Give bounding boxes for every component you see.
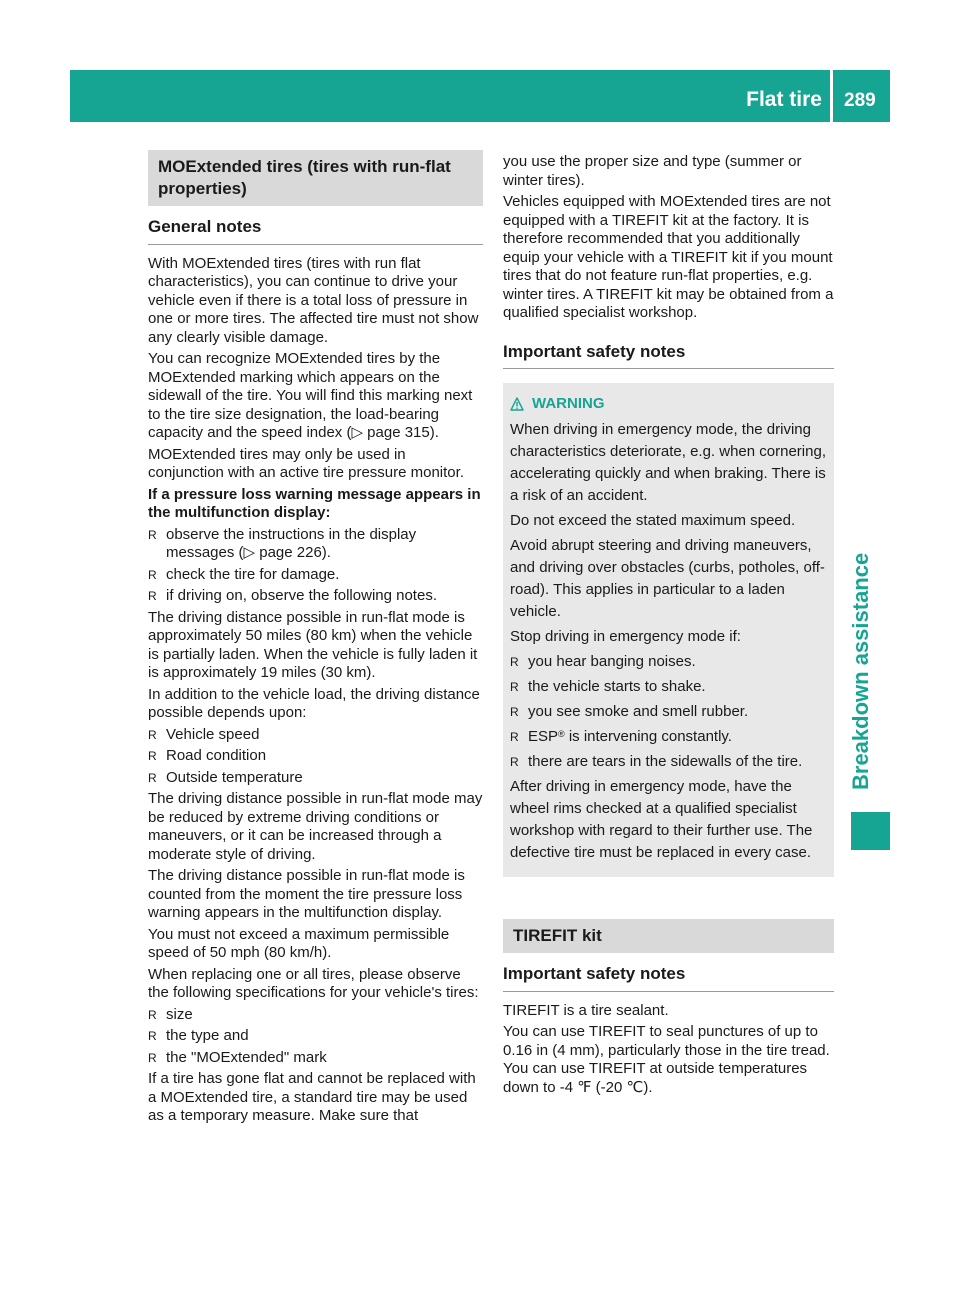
warning-triangle-icon — [510, 397, 524, 411]
list-item-text: the "MOExtended" mark — [166, 1048, 327, 1066]
bold-paragraph: If a pressure loss warning message appears in the multifunction display: — [148, 485, 481, 521]
bullet-r-icon: R — [148, 589, 157, 603]
paragraph: Vehicles equipped with MOExtended tires are not equipped with a TIREFIT kit at the factory. It is therefore recommended that you additionally equip your vehicle with a TIREFIT kit if you mount tires that do not feature run-flat properties, e.g. winter tires. A TIREFIT kit may be obtained from a qualified specialist workshop. — [503, 193, 834, 321]
list-item-text: if driving on, observe the following notes. — [166, 587, 437, 604]
side-tab-label: Breakdown assistance — [848, 552, 873, 790]
page-number: 289 — [844, 90, 876, 111]
right-column — [503, 153, 834, 1100]
list-item — [148, 587, 483, 606]
list-item — [148, 526, 483, 563]
section-heading-tirefit: TIREFIT kit — [503, 919, 834, 953]
warning-title: WARNING — [532, 395, 605, 412]
registered-mark: ® — [558, 729, 565, 739]
list-item — [148, 769, 483, 788]
list-item — [148, 566, 483, 585]
list-item-text: you hear banging noises. — [528, 653, 696, 670]
subheading-important-safety-notes-2: Important safety notes — [503, 965, 834, 992]
paragraph: With MOExtended tires (tires with run flat characteristics), you can continue to drive your vehicle even if there is a total loss of pressure in one or more tires. The affected tire must not show any clearly visible damage. — [148, 254, 479, 346]
paragraph: The driving distance possible in run-flat mode is counted from the moment the tire pressure loss warning appears in the multifunction display. — [148, 867, 465, 921]
side-tab-block — [851, 812, 890, 850]
bullet-r-icon: R — [510, 655, 519, 669]
list-item-text: size — [166, 1005, 193, 1023]
bullet-r-icon: R — [148, 1007, 157, 1022]
paragraph: In addition to the vehicle load, the driving distance possible depends upon: — [148, 685, 480, 721]
bullet-list — [148, 526, 483, 606]
esp-rest: is intervening constantly. — [564, 728, 732, 745]
paragraph: If a tire has gone flat and cannot be replaced with a MOExtended tire, a standard tire may be used as a temporary measure. Make sure that — [148, 1070, 476, 1124]
paragraph: you use the proper size and type (summer or winter tires). — [503, 153, 802, 189]
list-item — [510, 751, 828, 773]
bullet-r-icon: R — [148, 727, 157, 742]
list-item — [148, 747, 483, 766]
paragraph: MOExtended tires may only be used in conjunction with an active tire pressure monitor. — [148, 445, 464, 481]
bullet-r-icon: R — [148, 770, 157, 785]
paragraph: When replacing one or all tires, please observe the following specifications for your vehicle's tires: — [148, 965, 479, 1001]
warning-paragraph: When driving in emergency mode, the driving characteristics deteriorate, e.g. when cornering, accelerating quickly and when braking. There is a risk of an accident. — [510, 421, 826, 504]
paragraph: The driving distance possible in run-flat mode may be reduced by extreme driving conditions or maneuvers, or it can be increased through a moderate style of driving. — [148, 790, 483, 863]
list-item-text: there are tears in the sidewalls of the tire. — [528, 753, 803, 770]
bullet-r-icon: R — [148, 1029, 157, 1043]
list-item-text: the type and — [166, 1027, 249, 1044]
list-item — [510, 651, 828, 673]
bullet-r-icon: R — [148, 567, 157, 582]
section-heading-moextended: MOExtended tires (tires with run-flat properties) — [148, 150, 483, 206]
warning-paragraph: Avoid abrupt steering and driving maneuvers, and driving over obstacles (curbs, potholes, off-road). This applies in particular to a laden vehicle. — [510, 537, 825, 620]
paragraph: You must not exceed a maximum permissible speed of 50 mph (80 km/h). — [148, 925, 450, 961]
bullet-r-icon: R — [148, 749, 157, 763]
list-item-text: you see smoke and smell rubber. — [528, 703, 749, 720]
list-item-text: check the tire for damage. — [166, 565, 340, 583]
subheading-important-safety-notes: Important safety notes — [503, 343, 834, 370]
subheading-general-notes: General notes — [148, 218, 483, 245]
list-item — [148, 1006, 483, 1025]
paragraph: The driving distance possible in run-flat mode is approximately 50 miles (80 km) when the vehicle is partially laden. When the vehicle is fully laden it is approximately 19 miles (30 km). — [148, 608, 478, 681]
bullet-list — [148, 1006, 483, 1068]
list-item — [148, 1027, 483, 1046]
bullet-r-icon: R — [510, 705, 519, 719]
list-item-text: the vehicle starts to shake. — [528, 678, 706, 695]
list-item-text: Outside temperature — [166, 768, 303, 786]
bullet-list — [148, 726, 483, 788]
esp-prefix: ESP — [528, 728, 559, 745]
bullet-r-icon: R — [510, 730, 519, 744]
warning-paragraph: After driving in emergency mode, have the wheel rims checked at a qualified specialist workshop with regard to their further use. The defective tire must be replaced in every case. — [510, 778, 813, 861]
paragraph: TIREFIT is a tire sealant. — [503, 1001, 669, 1019]
paragraph: You can use TIREFIT to seal punctures of up to 0.16 in (4 mm), particularly those in the tire tread. You can use TIREFIT at outside temperatures down to -4 ℉ (-20 ℃). — [503, 1023, 830, 1096]
warning-box — [503, 383, 834, 877]
warning-paragraph: Do not exceed the stated maximum speed. — [510, 512, 796, 529]
section-title: Flat tire — [746, 88, 822, 111]
bullet-r-icon: R — [510, 680, 519, 694]
list-item — [148, 1049, 483, 1068]
list-item-text: Road condition — [166, 747, 267, 764]
warning-bullet-list — [510, 651, 828, 773]
left-column — [148, 150, 483, 1129]
warning-title-row — [510, 393, 828, 415]
bullet-r-icon: R — [148, 1050, 157, 1065]
warning-paragraph: Stop driving in emergency mode if: — [510, 628, 741, 645]
list-item-text: observe the instructions in the display messages (▷ page 226). — [166, 525, 417, 561]
list-item-text: Vehicle speed — [166, 725, 260, 743]
list-item — [510, 726, 828, 748]
list-item — [510, 676, 828, 698]
paragraph: You can recognize MOExtended tires by the MOExtended marking which appears on the sidewall of the tire. You will find this marking next to the tire size designation, the load-bearing capacity and the speed index (▷ page 315). — [148, 350, 473, 441]
list-item — [510, 701, 828, 723]
bullet-r-icon: R — [148, 527, 157, 542]
header-divider — [830, 70, 833, 122]
bullet-r-icon: R — [510, 755, 519, 769]
list-item — [148, 726, 483, 745]
